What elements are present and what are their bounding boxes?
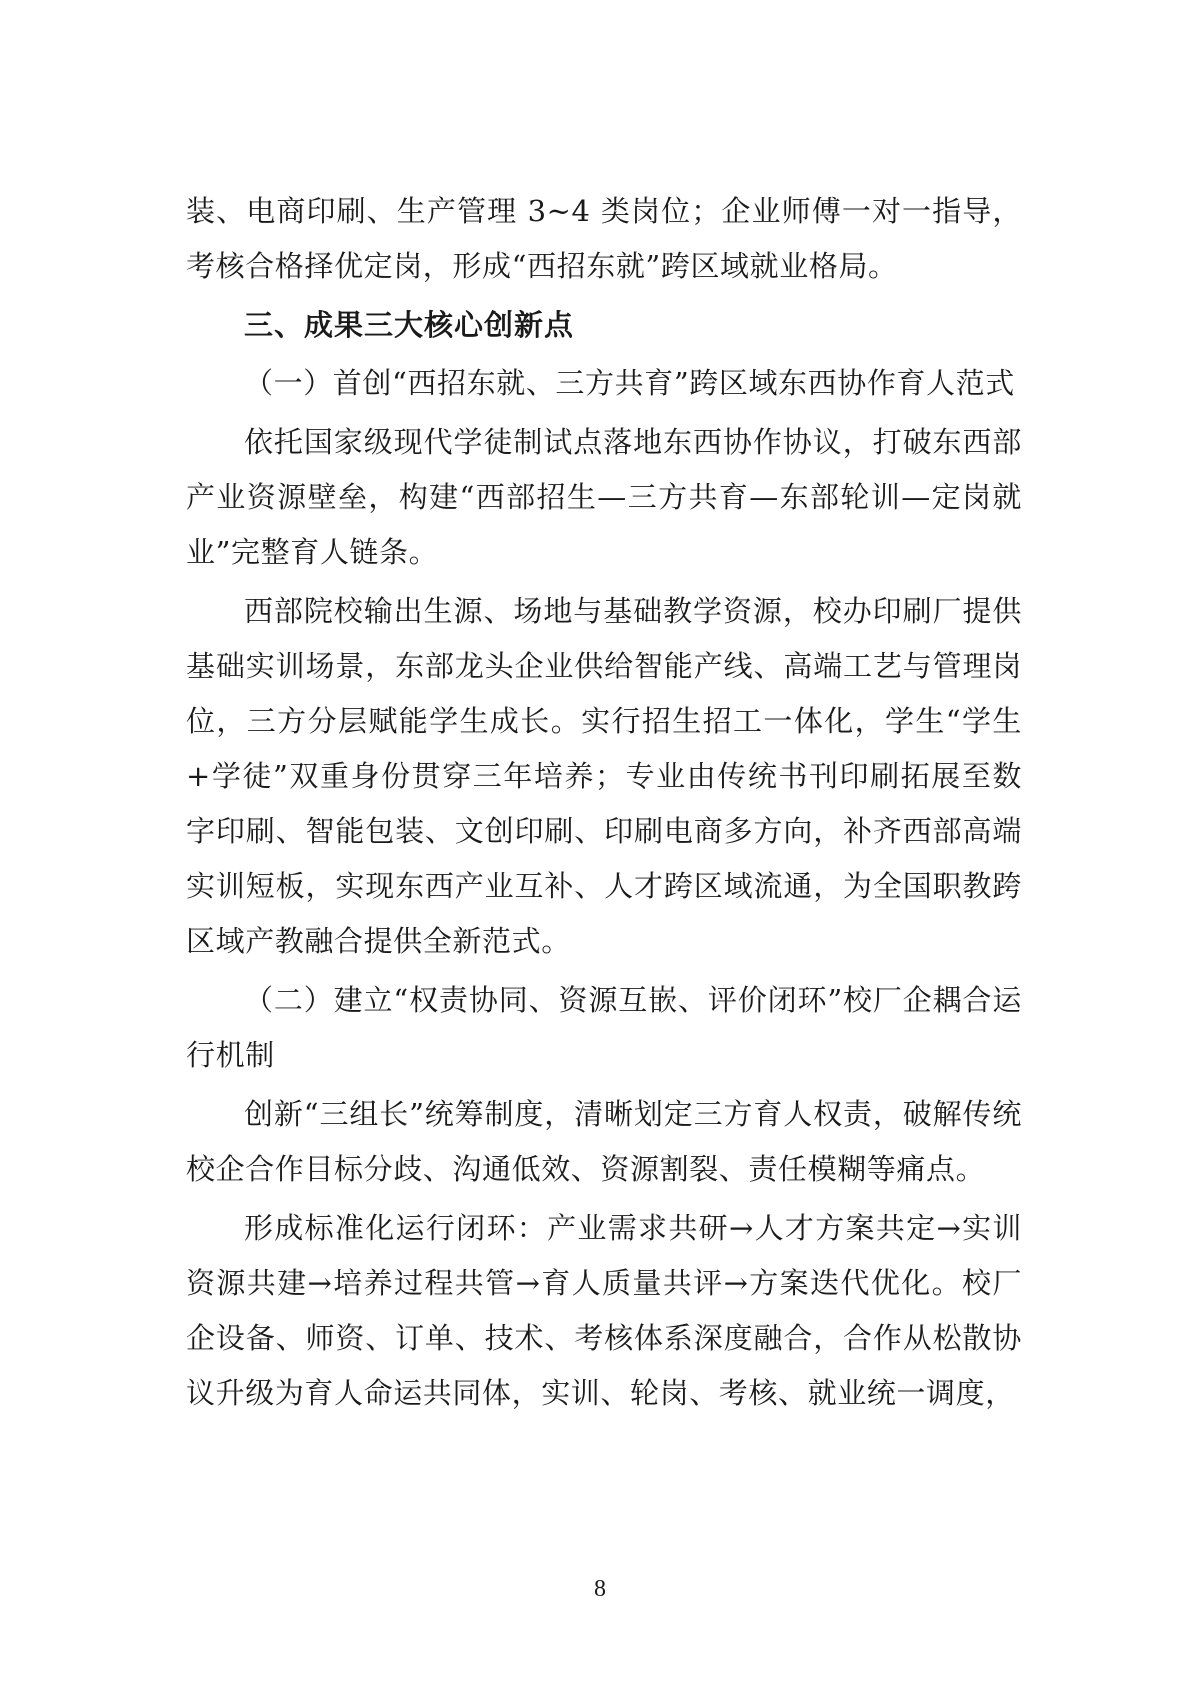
subsection-heading-1: （一）首创“西招东就、三方共育”跨区域东西协作育人范式	[244, 366, 1015, 400]
paragraph: 依托国家级现代学徒制试点落地东西协作协议，打破东西部产业资源壁垒，构建“西部招生—三方共育—东部轮训—定岗就业”完整育人链条。	[186, 425, 1022, 569]
subsection-heading-2: （二）建立“权责协同、资源互嵌、评价闭环”校厂企耦合运行机制	[186, 983, 1022, 1072]
section-heading: 三、成果三大核心创新点	[244, 308, 575, 342]
page-number: 8	[594, 1576, 606, 1602]
paragraph: 形成标准化运行闭环：产业需求共研→人才方案共定→实训资源共建→培养过程共管→育人质量共评→方案迭代优化。校厂企设备、师资、订单、技术、考核体系深度融合，合作从松散协议升级为育人命运共同体，实训、轮岗、考核、就业统一调度，	[186, 1211, 1022, 1410]
paragraph: 西部院校输出生源、场地与基础教学资源，校办印刷厂提供基础实训场景，东部龙头企业供给智能产线、高端工艺与管理岗位，三方分层赋能学生成长。实行招生招工一体化，学生“学生+学徒”双重身份贯穿三年培养；专业由传统书刊印刷拓展至数字印刷、智能包装、文创印刷、印刷电商多方向，补齐西部高端实训短板，实现东西产业互补、人才跨区域流通，为全国职教跨区域产教融合提供全新范式。	[186, 594, 1022, 958]
document-body	[186, 184, 1022, 1421]
paragraph-continued: 装、电商印刷、生产管理 3~4 类岗位；企业师傅一对一指导，考核合格择优定岗，形成“西招东就”跨区域就业格局。	[186, 194, 1022, 283]
paragraph: 创新“三组长”统筹制度，清晰划定三方育人权责，破解传统校企合作目标分歧、沟通低效、资源割裂、责任模糊等痛点。	[186, 1097, 1022, 1186]
